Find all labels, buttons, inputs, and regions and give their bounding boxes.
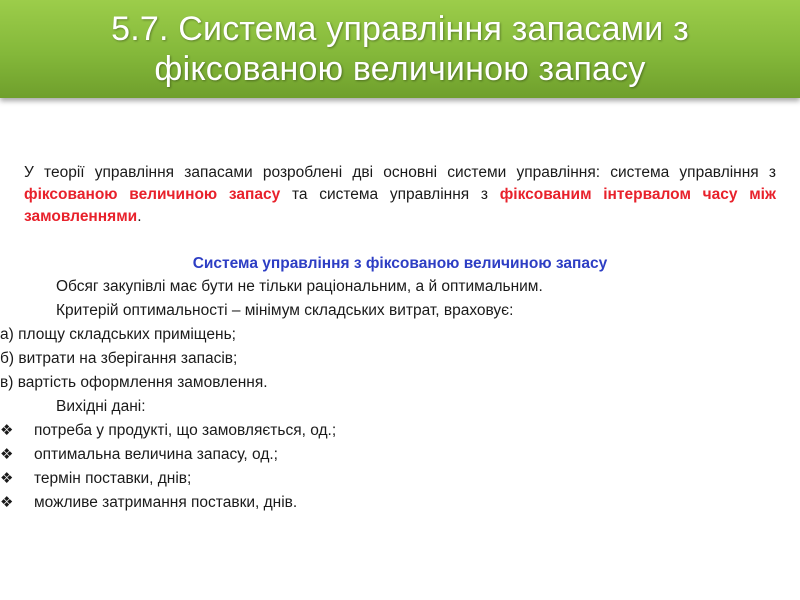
list-item-text: можливе затримання поставки, днів. — [34, 494, 298, 511]
list-item — [0, 491, 776, 515]
paragraph-criterion: Критерій оптимальності – мінімум складських витрат, враховує: — [56, 302, 514, 319]
criterion-item: а) площу складських приміщень; — [0, 326, 236, 343]
paragraph-volume: Обсяг закупівлі має бути не тільки раціональним, а й оптимальним. — [56, 278, 543, 295]
intro-highlight-1: фіксованою величиною запасу — [24, 186, 281, 203]
criterion-item: в) вартість оформлення замовлення. — [0, 374, 268, 391]
input-data-label: Вихідні дані: — [56, 398, 146, 415]
diamond-bullet-icon: ❖ — [0, 470, 14, 487]
diamond-bullet-icon: ❖ — [0, 422, 14, 439]
intro-text-2: та система управління з — [280, 186, 500, 203]
intro-paragraph — [24, 162, 776, 228]
diamond-bullet-icon: ❖ — [0, 494, 14, 511]
intro-highlight-2: фіксованим інтервалом часу між замовленнями — [24, 186, 776, 225]
list-item — [0, 467, 776, 491]
list-item-text: оптимальна величина запасу, од.; — [34, 446, 278, 463]
section-subtitle: Система управління з фіксованою величиною запасу — [192, 255, 608, 272]
slide-title-banner — [0, 0, 800, 98]
diamond-bullet-icon: ❖ — [0, 446, 14, 463]
list-item-text: потреба у продукті, що замовляється, од.; — [34, 422, 337, 439]
list-item — [0, 443, 776, 467]
list-item-text: термін поставки, днів; — [34, 470, 192, 487]
slide-title-line-1: 5.7. Система управління запасами з — [111, 10, 689, 48]
intro-text-3: . — [137, 208, 142, 225]
intro-text-1: У теорії управління запасами розроблені дві основні системи управління: система управління з — [24, 164, 776, 181]
input-data-list — [0, 419, 776, 515]
slide-title-line-2: фіксованою величиною запасу — [154, 50, 646, 88]
slide-content — [0, 162, 776, 515]
list-item — [0, 419, 776, 443]
criterion-item: б) витрати на зберігання запасів; — [0, 350, 238, 367]
